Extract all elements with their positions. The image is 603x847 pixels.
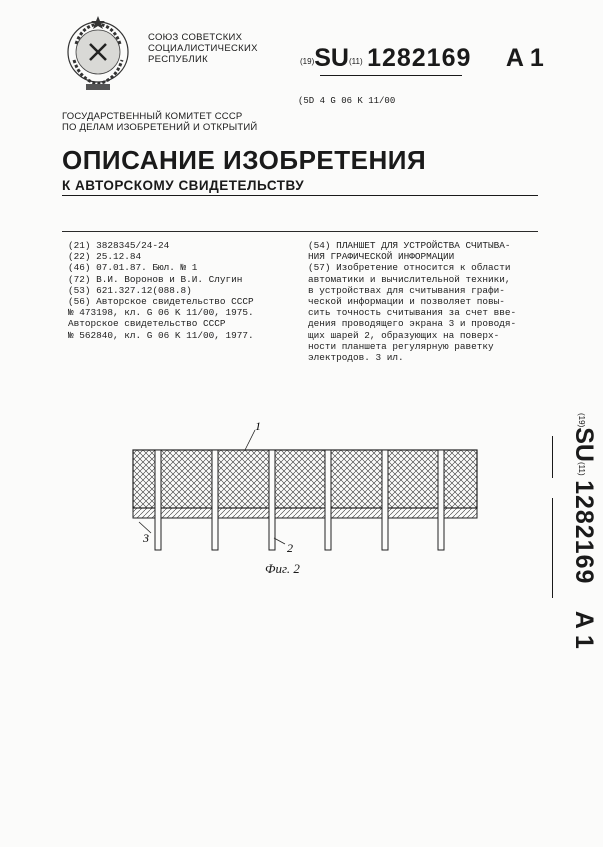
figure-label-3: 3 bbox=[143, 531, 149, 545]
divider bbox=[62, 195, 538, 196]
abstract-line: (54) ПЛАНШЕТ ДЛЯ УСТРОЙСТВА СЧИТЫВА- bbox=[308, 240, 511, 251]
biblio-line: № 473198, кл. G 06 K 11/00, 1975. bbox=[68, 307, 254, 319]
side-publication-number bbox=[560, 413, 600, 673]
abstract-line: дения проводящего экрана 3 и проводя- bbox=[308, 318, 517, 330]
document-title: ОПИСАНИЕ ИЗОБРЕТЕНИЯ bbox=[62, 145, 427, 175]
figure-label-2: 2 bbox=[287, 541, 293, 555]
abstract-line: щих шарей 2, образующих на поверх- bbox=[308, 329, 500, 341]
side-country-code: SU bbox=[570, 427, 598, 462]
biblio-line: Авторское свидетельство СССР bbox=[68, 318, 226, 330]
bibliographic-data bbox=[68, 240, 254, 341]
abstract-line: в устройствах для считывания графи- bbox=[308, 284, 505, 296]
figure-label-1: 1 bbox=[255, 420, 261, 433]
side-kind-code: A 1 bbox=[570, 610, 598, 649]
number-underline bbox=[320, 75, 462, 76]
code-19: (19) bbox=[300, 57, 315, 66]
committee-line: ПО ДЕЛАМ ИЗОБРЕТЕНИЙ И ОТКРЫТИЙ bbox=[62, 122, 258, 133]
side-code-19: (19) bbox=[577, 413, 586, 428]
abstract-line: ческой информации и позволяет повы- bbox=[308, 296, 505, 308]
abstract bbox=[308, 240, 516, 363]
tablet-body bbox=[133, 450, 477, 508]
abstract-line: НИЯ ГРАФИЧЕСКОЙ ИНФОРМАЦИИ bbox=[308, 251, 455, 263]
patent-number: 1282169 bbox=[367, 44, 472, 72]
document-subtitle: К АВТОРСКОМУ СВИДЕТЕЛЬСТВУ bbox=[62, 178, 305, 193]
biblio-line: (56) Авторское свидетельство СССР bbox=[68, 296, 254, 308]
org-line: РЕСПУБЛИК bbox=[148, 54, 208, 65]
biblio-line: (72) В.И. Воронов и В.И. Слугин bbox=[68, 273, 243, 285]
org-line: СОЦИАЛИСТИЧЕСКИХ bbox=[148, 43, 258, 54]
org-line: СОЮЗ СОВЕТСКИХ bbox=[148, 32, 243, 43]
code-11: (11) bbox=[348, 57, 363, 66]
biblio-line: (53) 621.327.12(088.8) bbox=[68, 284, 192, 296]
country-code: SU bbox=[314, 44, 349, 72]
figure-caption: Фиг. 2 bbox=[265, 561, 300, 576]
abstract-line: ности планшета регулярную раветку bbox=[308, 340, 494, 352]
abstract-line: сить точность считывания за счет вве- bbox=[308, 307, 517, 319]
side-underline bbox=[552, 498, 553, 598]
biblio-line: (22) 25.12.84 bbox=[68, 251, 142, 263]
abstract-line: (57) Изобретение относится к области bbox=[308, 262, 511, 274]
committee-line: ГОСУДАРСТВЕННЫЙ КОМИТЕТ СССР bbox=[62, 111, 243, 122]
abstract-line: автоматики и вычислительной техники, bbox=[308, 273, 511, 285]
org-name bbox=[148, 32, 258, 65]
biblio-line: № 562840, кл. G 06 K 11/00, 1977. bbox=[68, 329, 254, 341]
conductive-screen bbox=[133, 508, 477, 518]
biblio-line: (21) 3828345/24-24 bbox=[68, 240, 170, 251]
publication-number bbox=[300, 44, 544, 73]
ussr-emblem-icon bbox=[62, 14, 134, 94]
biblio-line: (46) 07.01.87. Бюл. № 1 bbox=[68, 262, 198, 274]
kind-code: A 1 bbox=[505, 44, 544, 72]
side-code-11: (11) bbox=[577, 461, 586, 476]
ipc-class: (5D 4 G 06 K 11/00 bbox=[298, 96, 396, 106]
side-patent-number: 1282169 bbox=[570, 480, 598, 585]
committee-name bbox=[62, 111, 257, 133]
side-underline bbox=[552, 436, 553, 478]
abstract-line: электродов. 3 ил. bbox=[308, 352, 404, 364]
divider bbox=[62, 231, 538, 232]
figure-2-drawing bbox=[125, 420, 485, 590]
